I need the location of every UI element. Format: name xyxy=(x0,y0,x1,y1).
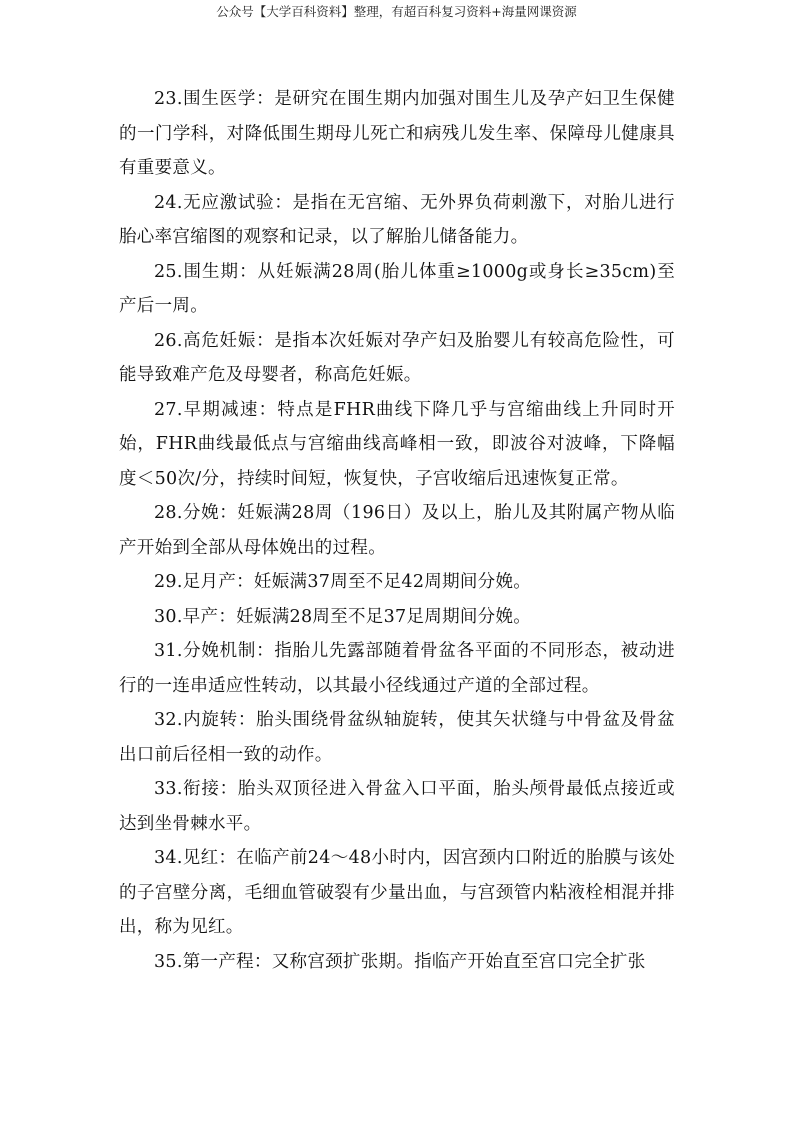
definition-27: 27.早期减速：特点是FHR曲线下降几乎与宫缩曲线上升同时开始，FHR曲线最低点与宫缩曲线高峰相一致，即波谷对波峰，下降幅度＜50次/分，持续时间短，恢复快，子宫收缩后迅速恢复正常。 xyxy=(119,399,675,489)
definition-32: 32.内旋转：胎头围绕骨盆纵轴旋转，使其矢状缝与中骨盆及骨盆出口前后径相一致的动作。 xyxy=(119,710,675,765)
definition-24: 24.无应激试验：是指在无宫缩、无外界负荷刺激下，对胎儿进行胎心率宫缩图的观察和记录，以了解胎儿储备能力。 xyxy=(119,192,675,247)
definition-23: 23.围生医学：是研究在围生期内加强对围生儿及孕产妇卫生保健的一门学科，对降低围生期母儿死亡和病残儿发生率、保障母儿健康具有重要意义。 xyxy=(119,89,675,178)
definition-26: 26.高危妊娠：是指本次妊娠对孕产妇及胎婴儿有较高危险性，可能导致难产危及母婴者，称高危妊娠。 xyxy=(119,330,675,385)
definition-31: 31.分娩机制：指胎儿先露部随着骨盆各平面的不同形态，被动进行的一连串适应性转动，以其最小径线通过产道的全部过程。 xyxy=(119,641,675,696)
definition-34: 34.见红：在临产前24～48小时内，因宫颈内口附近的胎膜与该处的子宫壁分离，毛细血管破裂有少量出血，与宫颈管内粘液栓相混并排出，称为见红。 xyxy=(119,848,675,937)
definition-30: 30.早产：妊娠满28周至不足37足周期间分娩。 xyxy=(154,606,532,627)
definition-29: 29.足月产：妊娠满37周至不足42周期间分娩。 xyxy=(154,572,532,592)
document-body xyxy=(119,82,675,979)
definition-25: 25.围生期：从妊娠满28周(胎儿体重≥1000g或身长≥35cm)至产后一周。 xyxy=(119,261,675,316)
definition-33: 33.衔接：胎头双顶径进入骨盆入口平面，胎头颅骨最低点接近或达到坐骨棘水平。 xyxy=(119,779,675,834)
definition-35: 35.第一产程：又称宫颈扩张期。指临产开始直至宫口完全扩张 xyxy=(154,951,646,972)
page-header: 公众号【大学百科资料】整理，有超百科复习资料+海量网课资源 xyxy=(216,4,577,19)
definition-28: 28.分娩：妊娠满28周（196日）及以上，胎儿及其附属产物从临产开始到全部从母体娩出的过程。 xyxy=(119,503,675,558)
